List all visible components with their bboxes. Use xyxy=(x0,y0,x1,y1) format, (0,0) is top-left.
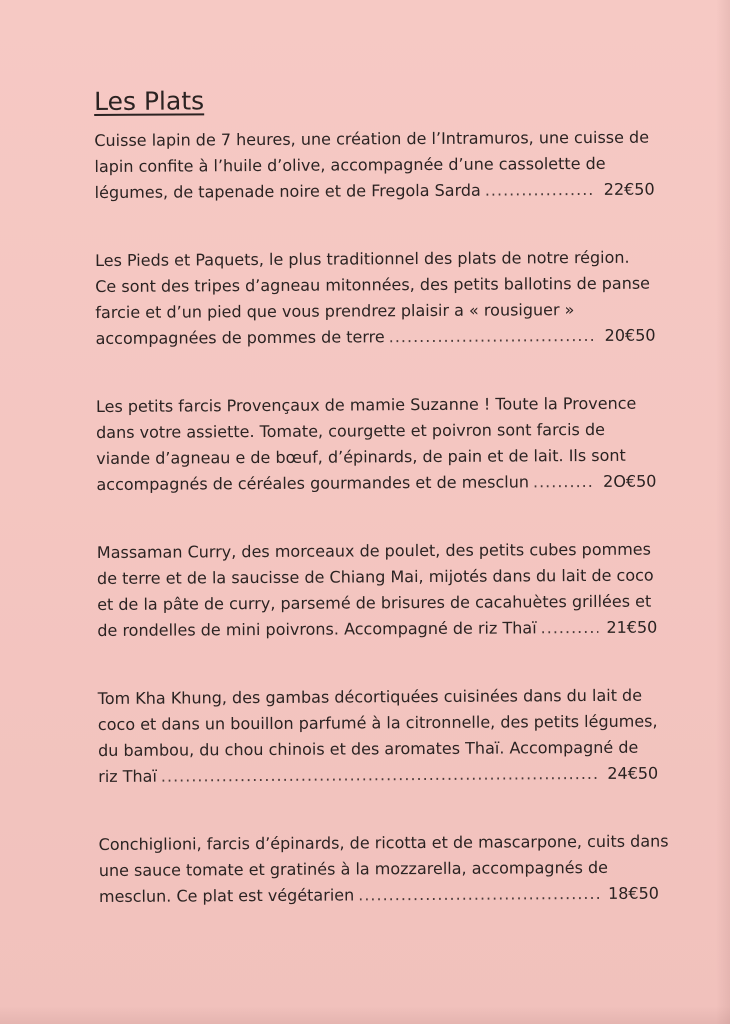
menu-content xyxy=(94,83,669,910)
description-line: accompagnées de pommes de terre xyxy=(95,327,385,348)
price: 22€50 xyxy=(603,179,655,199)
dot-leader xyxy=(161,761,600,790)
description-line: riz Thaï xyxy=(98,766,157,786)
description-last-line xyxy=(97,615,657,644)
description-line: légumes, de tapenade noire et de Fregola Sarda xyxy=(94,180,481,202)
dot-leader xyxy=(533,469,595,495)
description-line: et de la pâte de curry, parsemé de brisures de cacahuètes grillées et xyxy=(97,591,652,614)
description-last-line xyxy=(95,323,655,352)
menu-item xyxy=(95,245,656,352)
dot-leader xyxy=(389,323,597,350)
dot-leader xyxy=(541,615,599,641)
menu-item xyxy=(96,391,657,498)
description-line: une sauce tomate et gratinés à la mozzarella, accompagnés de xyxy=(98,857,609,880)
description-line: accompagnés de céréales gourmandes et de mesclun xyxy=(96,472,530,494)
page-bottom-shadow xyxy=(0,1006,730,1024)
price: 2O€50 xyxy=(603,471,657,491)
price: 18€50 xyxy=(607,883,659,903)
description-line: Les Pieds et Paquets, le plus traditionnel des plats de notre région. xyxy=(95,247,630,270)
description-line: Tom Kha Khung, des gambas décortiquées cuisinées dans du lait de xyxy=(97,685,643,708)
menu-item xyxy=(94,125,654,206)
description-line: farcie et d’un pied que vous prendrez plaisir a « rousiguer » xyxy=(95,300,575,322)
dot-leader xyxy=(358,881,600,908)
description-line: du bambou, du chou chinois et des aromates Thaï. Accompagné de xyxy=(98,737,639,760)
page-edge-shadow xyxy=(716,0,730,1024)
description-line: coco et dans un bouillon parfumé à la citronnelle, des petits légumes, xyxy=(97,711,658,734)
description-line: lapin confite à l’huile d’olive, accompagnée d’une cassolette de xyxy=(94,153,606,176)
description-line: de terre et de la saucisse de Chiang Mai, mijotés dans du lait de coco xyxy=(96,565,654,588)
description-last-line xyxy=(95,177,655,206)
menu-item xyxy=(98,683,659,790)
description-line: viande d’agneau e de bœuf, d’épinards, de pain et de lait. Ils sont xyxy=(96,445,626,468)
dot-leader xyxy=(485,177,596,204)
price: 20€50 xyxy=(604,325,656,345)
description-line: Massaman Curry, des morceaux de poulet, des petits cubes pommes xyxy=(96,539,651,562)
price: 24€50 xyxy=(607,763,659,783)
description-line: Cuisse lapin de 7 heures, une création de l’Intramuros, une cuisse de xyxy=(94,127,650,150)
menu-item xyxy=(97,537,658,644)
description-last-line xyxy=(98,761,658,790)
description-line: mesclun. Ce plat est végétarien xyxy=(98,885,355,906)
description-line: de rondelles de mini poivrons. Accompagné de riz Thaï xyxy=(97,618,537,640)
description-line: Ce sont des tripes d’agneau mitonnées, des petits ballotins de panse xyxy=(95,273,651,296)
description-last-line xyxy=(96,469,656,498)
description-last-line xyxy=(99,881,659,910)
page-title: Les Plats xyxy=(94,86,205,116)
description-line: dans votre assiette. Tomate, courgette et poivron sont farcis de xyxy=(96,419,605,442)
price: 21€50 xyxy=(606,617,658,637)
description-line: Conchiglioni, farcis d’épinards, de ricotta et de mascarpone, cuits dans xyxy=(98,831,669,854)
description-line: Les petits farcis Provençaux de mamie Suzanne ! Toute la Provence xyxy=(95,393,637,416)
menu-item xyxy=(98,829,669,910)
